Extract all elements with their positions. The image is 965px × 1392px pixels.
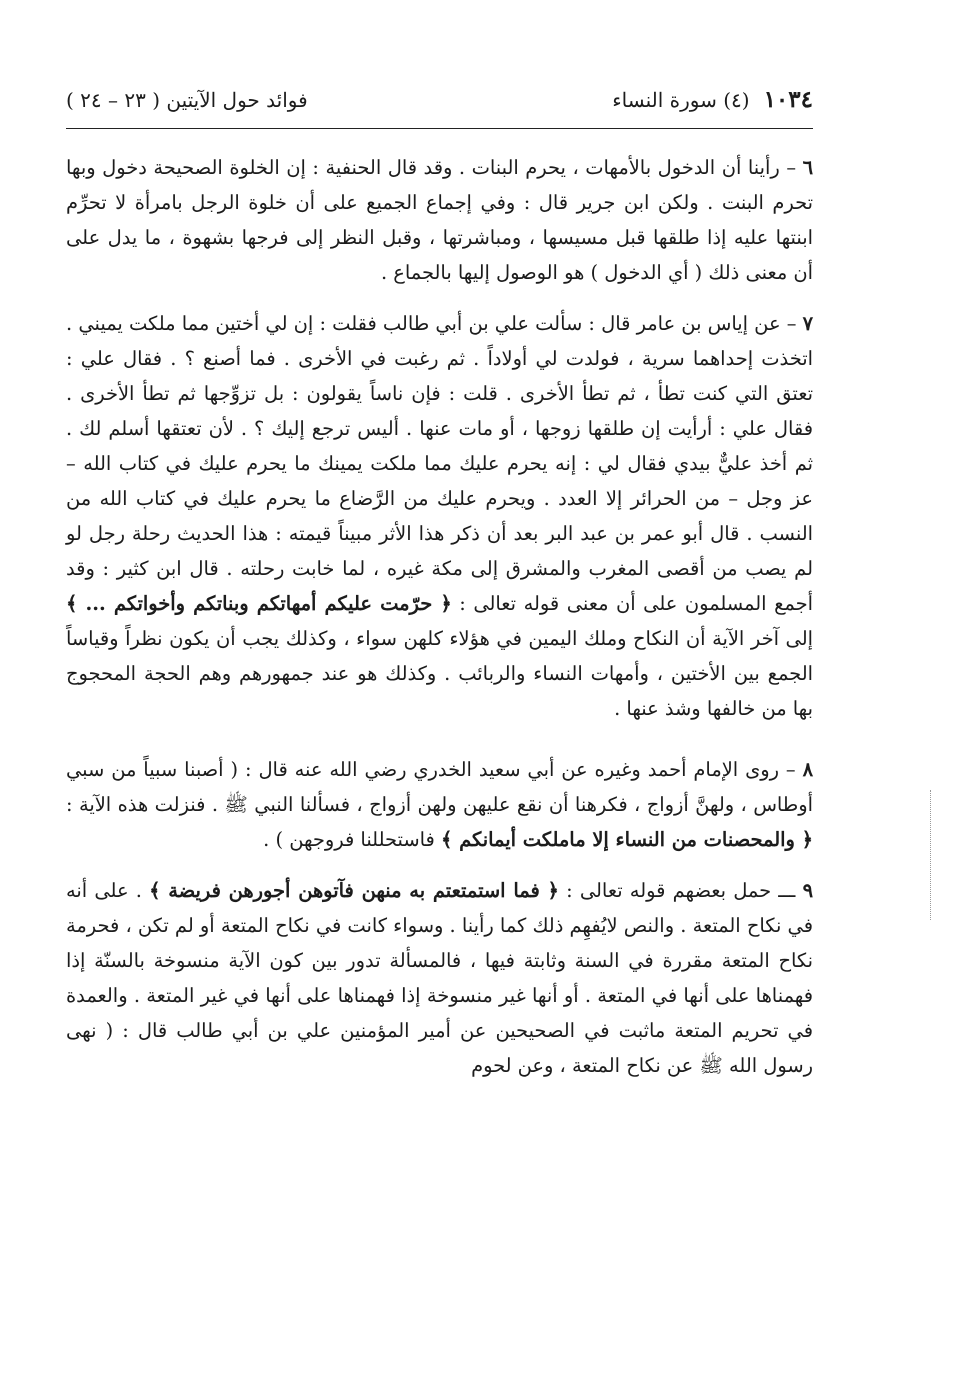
quran-verse: ﴿ حرّمت عليكم أمهاتكم وبناتكم وأخواتكم ... ﴾	[66, 592, 452, 615]
quran-verse: ﴿ فما استمتعتم به منهن فآتوهن أجورهن فريضة ﴾	[149, 879, 559, 902]
paragraph-7	[66, 306, 813, 726]
paragraph-text: إلى آخر الآية أن النكاح وملك اليمين في هؤلاء كلهن سواء ، وكذلك يجب أن يكون نظراً وقياساً الجمع بين الأختين ، وأمهات النساء والربائب . وكذلك هو عند جمهورهم وهم الحجة المحجوج بها من خالفها وشذ عنها .	[66, 627, 813, 720]
section-title: فوائد حول الآيتين ( ٢٣ – ٢٤ )	[66, 88, 308, 112]
page-number: ١٠٣٤	[763, 86, 813, 113]
paragraph-text: – روى الإمام أحمد وغيره عن أبي سعيد الخدري رضي الله عنه قال : ( أصبنا سبياً من سبي أوطاس ، ولهنَّ أزواج ، فكرهنا أن نقع عليهن ولهن أزواج ، فسألنا النبي ﷺ . فنزلت هذه الآية :	[66, 758, 813, 816]
paragraph-6	[66, 150, 813, 290]
paragraph-number: ٨	[802, 758, 813, 781]
paragraph-text: فاستحللنا فروجهن ) .	[263, 828, 441, 851]
paragraph-text: . على أنه في نكاح المتعة . والنص لايُفهِم ذلك كما رأينا . وسواء كانت في نكاح المتعة أو لم تكن ، فحرمة نكاح المتعة مقررة في السنة وثابتة فيها ، فالمسألة تدور بين كون الآية منسوخة بالسنّة إذا فهمناها على أنها في المتعة . أو أنها غير منسوخة إذا فهمناها على أنها في غير المتعة . والعمدة في تحريم المتعة ماثبت في الصحيحين عن أمير المؤمنين علي بن أبي طالب قال : ( نهى رسول الله ﷺ عن نكاح المتعة ، وعن لحوم	[66, 879, 813, 1077]
paragraph-text: – رأينا أن الدخول بالأمهات ، يحرم البنات . وقد قال الحنفية : إن الخلوة الصحيحة دخول وبها تحرم البنت . ولكن ابن جرير قال : وفي إجماع الجميع على أن خلوة الرجل بامرأة لا تحرِّم ابنتها عليه إذا طلقها قبل مسيسها ، ومباشرتها ، وقبل النظر إلى فرجها بشهوة ، ما يدل على أن معنى ذلك ( أي الدخول ) هو الوصول إليها بالجماع .	[66, 156, 813, 284]
paragraph-text: ـــ حمل بعضهم قوله تعالى :	[558, 879, 796, 902]
paragraph-number: ٧	[802, 312, 813, 335]
scan-margin-marks	[930, 790, 937, 920]
paragraph-9	[66, 873, 813, 1083]
paragraph-number: ٩	[802, 879, 813, 902]
paragraph-text: – عن إياس بن عامر قال : سألت علي بن أبي طالب فقلت : إن لي أختين مما ملكت يميني . اتخذت إحداهما سرية ، فولدت لي أولاداً . ثم رغبت في الأخرى . فما أصنع ؟ . فقال علي : تعتق التي كنت تطأ ، ثم تطأ الأخرى . قلت : فإن ناساً يقولون : بل تزوِّجها ثم تطأ الأخرى . فقال علي : أرأيت إن طلقها زوجها ، أو مات عنها . أليس ترجع إليك ؟ . لأن تعتقها أسلم لك . ثم أخذ عليٌّ بيدي فقال لي : إنه يحرم عليك مما ملكت يمينك ما يحرم عليك في كتاب الله – عز وجل – من الحرائر إلا العدد . ويحرم عليك من الرَّضاع ما يحرم عليك في كتاب الله من النسب . قال أبو عمر بن عبد البر بعد أن ذكر هذا الأثر مبيناً قيمته : هذا الحديث رحلة رجل لو لم يصب من أقصى المغرب والمشرق إلى مكة غيره ، لما خابت رحلته . قال ابن كثير : وقد أجمع المسلمون على أن معنى قوله تعالى :	[66, 312, 813, 615]
paragraph-8	[66, 752, 813, 857]
page-body	[66, 150, 813, 1083]
surah-name: (٤) سورة النساء	[612, 88, 750, 112]
header-divider	[66, 128, 813, 129]
paragraph-number: ٦	[802, 156, 813, 179]
header-right	[612, 86, 813, 113]
running-header	[66, 86, 813, 126]
quran-verse: ﴿ والمحصنات من النساء إلا ماملكت أيمانكم ﴾	[440, 828, 813, 851]
